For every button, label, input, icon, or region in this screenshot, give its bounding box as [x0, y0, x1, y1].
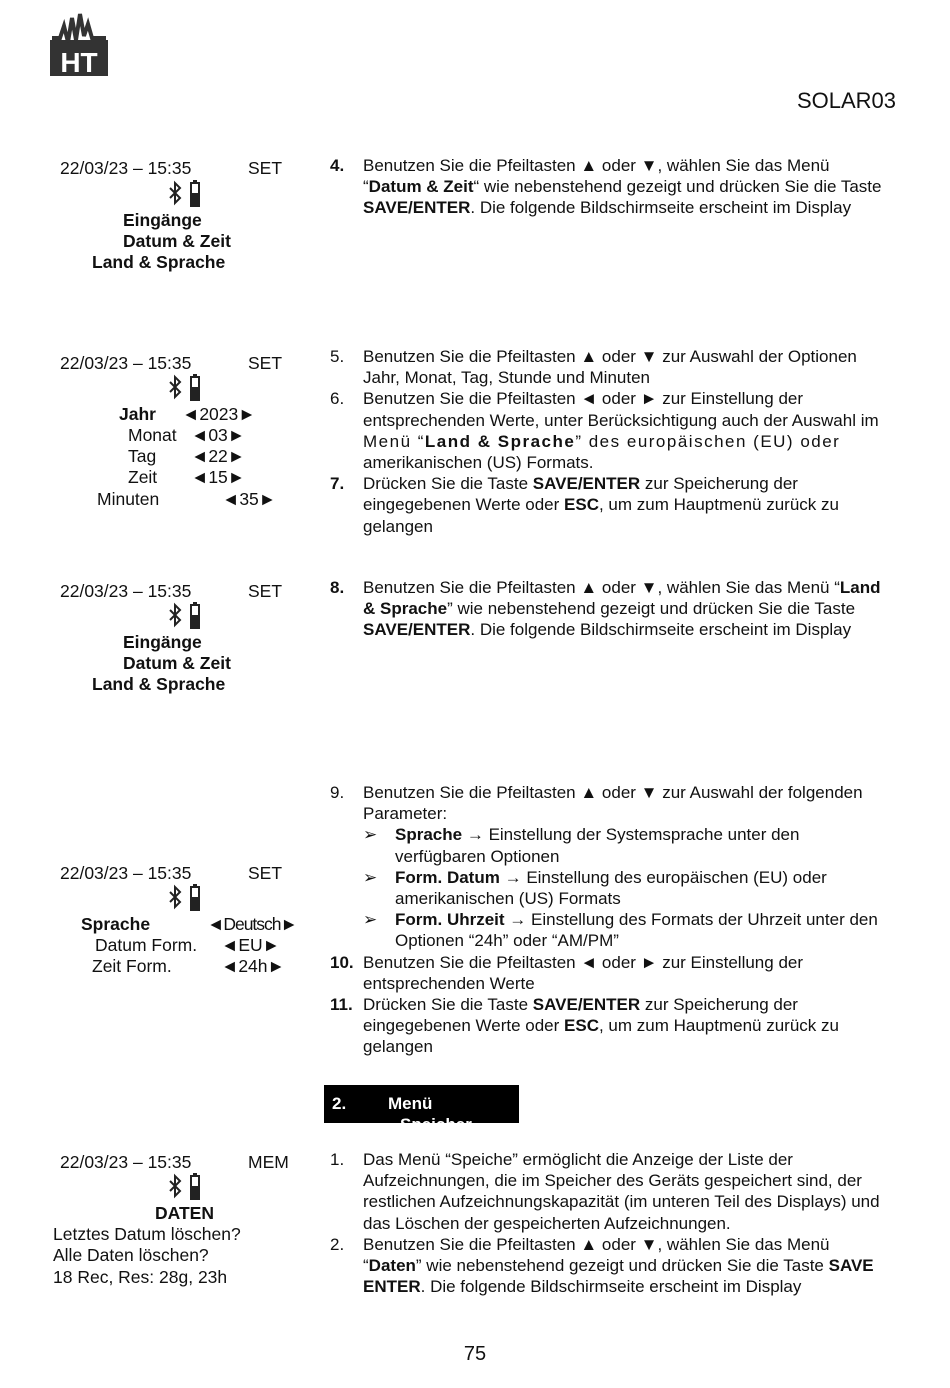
menu-item-delete-all: Alle Daten löschen?	[53, 1245, 209, 1265]
parameter-description: Einstellung des Formats der Uhrzeit unter den	[531, 910, 878, 930]
ht-logo-icon	[50, 12, 112, 78]
battery-icon	[191, 180, 199, 206]
step-line: “Daten” wie nebenstehend gezeigt und drücken Sie die Taste SAVE	[363, 1256, 874, 1276]
field-value-zeit: ◄15►	[191, 467, 246, 487]
field-value-datum-form: ◄EU►	[221, 935, 280, 955]
step-line: Das Menü “Speiche” ermöglicht die Anzeige der Liste der	[363, 1150, 793, 1169]
step-line: Drücken Sie die Taste SAVE/ENTER zur Speicherung der	[363, 474, 798, 494]
step-line: Benutzen Sie die Pfeiltasten ▲ oder ▼, wählen Sie das Menü	[363, 1234, 830, 1254]
step-line: das Löschen der gespeicherten Aufzeichnungen.	[363, 1213, 731, 1233]
screen-datetime: 22/03/23 – 15:35	[60, 158, 192, 178]
field-value-minuten: ◄35►	[222, 489, 277, 509]
field-value-zeit-form: ◄24h►	[221, 956, 285, 976]
menu-item-delete-last: Letztes Datum löschen?	[53, 1224, 241, 1244]
step-line: eingegebenen Werte oder ESC, um zum Hauptmenü zurück zu	[363, 1016, 839, 1036]
instruction-step-9	[330, 782, 897, 824]
instruction-step-7	[330, 473, 897, 537]
step-number: 2.	[330, 1234, 345, 1254]
step-line: Benutzen Sie die Pfeiltasten ▲ oder ▼ zur Auswahl der Optionen	[363, 347, 857, 366]
field-label-zeit: Zeit	[128, 467, 158, 487]
screen-datetime: 22/03/23 – 15:35	[60, 1152, 192, 1172]
bullet-arrow-icon: ➢	[363, 825, 378, 845]
step-line: restlichen Aufzeichnungskapazität (im unteren Teil des Displays) und	[363, 1192, 880, 1212]
step-line: & Sprache” wie nebenstehend gezeigt und drücken Sie die Taste	[363, 599, 856, 619]
instruction-step-1	[330, 1149, 897, 1234]
parameter-bullet-sprache	[330, 824, 897, 866]
step-number: 4.	[330, 156, 345, 175]
screen-mode: SET	[248, 353, 283, 373]
parameter-label: Sprache	[395, 825, 463, 845]
step-line: Benutzen Sie die Pfeiltasten ▲ oder ▼, wählen Sie das Menü	[363, 156, 830, 175]
screen-datetime: 22/03/23 – 15:35	[60, 581, 192, 601]
instruction-steps-memory	[330, 1149, 897, 1297]
step-line: gelangen	[363, 1037, 433, 1057]
parameter-description: Einstellung der Systemsprache unter den	[488, 825, 800, 845]
battery-icon	[191, 602, 199, 628]
step-line: entsprechenden Werte	[363, 973, 535, 993]
field-label-monat: Monat	[128, 425, 177, 445]
step-line: “Datum & Zeit“ wie nebenstehend gezeigt und drücken Sie die Taste	[363, 177, 882, 197]
step-line: SAVE/ENTER. Die folgende Bildschirmseite erscheint im Display	[363, 198, 852, 218]
step-line: Benutzen Sie die Pfeiltasten ▲ oder ▼ zur Auswahl der folgenden	[363, 783, 863, 802]
battery-icon	[191, 1173, 199, 1199]
parameter-label: Form. Uhrzeit	[395, 910, 505, 930]
screen-mode: MEM	[248, 1152, 289, 1172]
parameter-description: Einstellung des europäischen (EU) oder	[526, 867, 827, 887]
bluetooth-icon	[170, 377, 180, 397]
memory-status: 18 Rec, Res: 28g, 23h	[53, 1267, 228, 1287]
field-label-tag: Tag	[128, 446, 157, 466]
step-line: gelangen	[363, 516, 433, 536]
memory-heading: DATEN	[155, 1203, 214, 1223]
step-number: 6.	[330, 389, 345, 409]
menu-item-land-sprache: Land & Sprache	[92, 252, 226, 272]
step-line: Jahr, Monat, Tag, Stunde und Minuten	[363, 368, 650, 388]
section-number: 2.	[332, 1094, 347, 1113]
bluetooth-icon	[170, 183, 180, 203]
instruction-step-10	[330, 952, 897, 994]
field-value-jahr: ◄2023►	[182, 404, 256, 424]
instruction-step-8	[330, 577, 897, 641]
bluetooth-battery-icons	[162, 602, 202, 630]
screen-mode: SET	[248, 863, 283, 883]
step-line: eingegebenen Werte oder ESC, um zum Hauptmenü zurück zu	[363, 495, 839, 515]
step-line: Menü “Land & Sprache” des europäischen (EU) oder	[363, 431, 841, 451]
step-line: Benutzen Sie die Pfeiltasten ◄ oder ► zur Einstellung der	[363, 389, 804, 409]
right-arrow-icon: →	[466, 825, 484, 845]
step-number: 10.	[330, 952, 354, 972]
instruction-step-11	[330, 994, 897, 1058]
step-line: Aufzeichnungen, die im Speicher des Geräts gespeichert sind, der	[363, 1171, 862, 1191]
section-title: Menü	[388, 1094, 433, 1113]
step-number: 5.	[330, 347, 345, 366]
bluetooth-battery-icons	[162, 180, 202, 208]
step-line: SAVE/ENTER. Die folgende Bildschirmseite erscheint im Display	[363, 620, 852, 640]
document-title: SOLAR03	[796, 88, 896, 113]
parameter-description: amerikanischen (US) Formats	[395, 889, 621, 909]
menu-item-eingaenge: Eingänge	[123, 632, 202, 652]
bluetooth-icon	[170, 1176, 180, 1196]
field-label-datum-form: Datum Form.	[95, 935, 198, 955]
field-label-zeit-form: Zeit Form.	[92, 956, 172, 976]
instruction-step-2	[330, 1234, 897, 1298]
parameter-description: verfügbaren Optionen	[395, 846, 560, 866]
step-line: Parameter:	[363, 804, 448, 824]
instruction-steps-5-7	[330, 346, 897, 537]
battery-icon	[191, 884, 199, 910]
step-line: ENTER. Die folgende Bildschirmseite erscheint im Display	[363, 1277, 802, 1297]
parameter-bullet-form-uhrzeit	[330, 909, 897, 951]
step-number: 8.	[330, 578, 345, 597]
screen-mode: SET	[248, 581, 283, 601]
field-label-jahr: Jahr	[119, 404, 156, 424]
screen-datetime: 22/03/23 – 15:35	[60, 863, 192, 883]
section-heading-menu-speicher	[324, 1085, 519, 1134]
bluetooth-icon	[170, 887, 180, 907]
step-line: Drücken Sie die Taste SAVE/ENTER zur Speicherung der	[363, 995, 798, 1015]
logo-text: HT	[60, 47, 98, 78]
bluetooth-battery-icons	[162, 884, 202, 912]
step-line: Benutzen Sie die Pfeiltasten ▲ oder ▼, wählen Sie das Menü “Land	[363, 578, 881, 597]
screen-mode: SET	[248, 158, 283, 178]
instruction-step-4	[330, 155, 897, 219]
parameter-description: Optionen “24h” oder “AM/PM”	[395, 931, 619, 951]
parameter-label: Form. Datum	[395, 867, 500, 887]
bluetooth-icon	[170, 605, 180, 625]
menu-item-eingaenge: Eingänge	[123, 210, 202, 230]
step-number: 7.	[330, 474, 345, 494]
menu-item-datum-zeit: Datum & Zeit	[123, 231, 231, 251]
right-arrow-icon: →	[509, 910, 527, 930]
field-label-minuten: Minuten	[97, 489, 160, 509]
field-value-sprache: ◄Deutsch►	[207, 914, 297, 934]
field-value-tag: ◄22►	[191, 446, 246, 466]
bluetooth-battery-icons	[162, 1173, 202, 1201]
battery-icon	[191, 374, 199, 400]
menu-item-datum-zeit: Datum & Zeit	[123, 653, 231, 673]
step-number: 11.	[330, 995, 353, 1015]
menu-item-land-sprache: Land & Sprache	[92, 674, 226, 694]
step-number: 1.	[330, 1150, 345, 1169]
bullet-arrow-icon: ➢	[363, 910, 378, 930]
page-number: 75	[463, 1343, 487, 1365]
instruction-steps-9-11	[330, 782, 897, 1058]
section-title-continued: Speicher	[400, 1115, 472, 1134]
bluetooth-battery-icons	[162, 374, 202, 402]
instruction-step-6	[330, 388, 897, 473]
parameter-bullet-form-datum	[330, 867, 897, 909]
bullet-arrow-icon: ➢	[363, 867, 378, 887]
field-value-monat: ◄03►	[191, 425, 246, 445]
screen-datetime: 22/03/23 – 15:35	[60, 353, 192, 373]
step-number: 9.	[330, 783, 345, 802]
field-label-sprache: Sprache	[81, 914, 151, 934]
step-line: Benutzen Sie die Pfeiltasten ◄ oder ► zur Einstellung der	[363, 952, 804, 972]
instruction-step-5	[330, 346, 897, 388]
step-line: amerikanischen (US) Formats.	[363, 453, 594, 473]
step-line: entsprechenden Werte, unter Berücksichtigung auch der Auswahl im	[363, 410, 879, 430]
right-arrow-icon: →	[504, 867, 522, 887]
